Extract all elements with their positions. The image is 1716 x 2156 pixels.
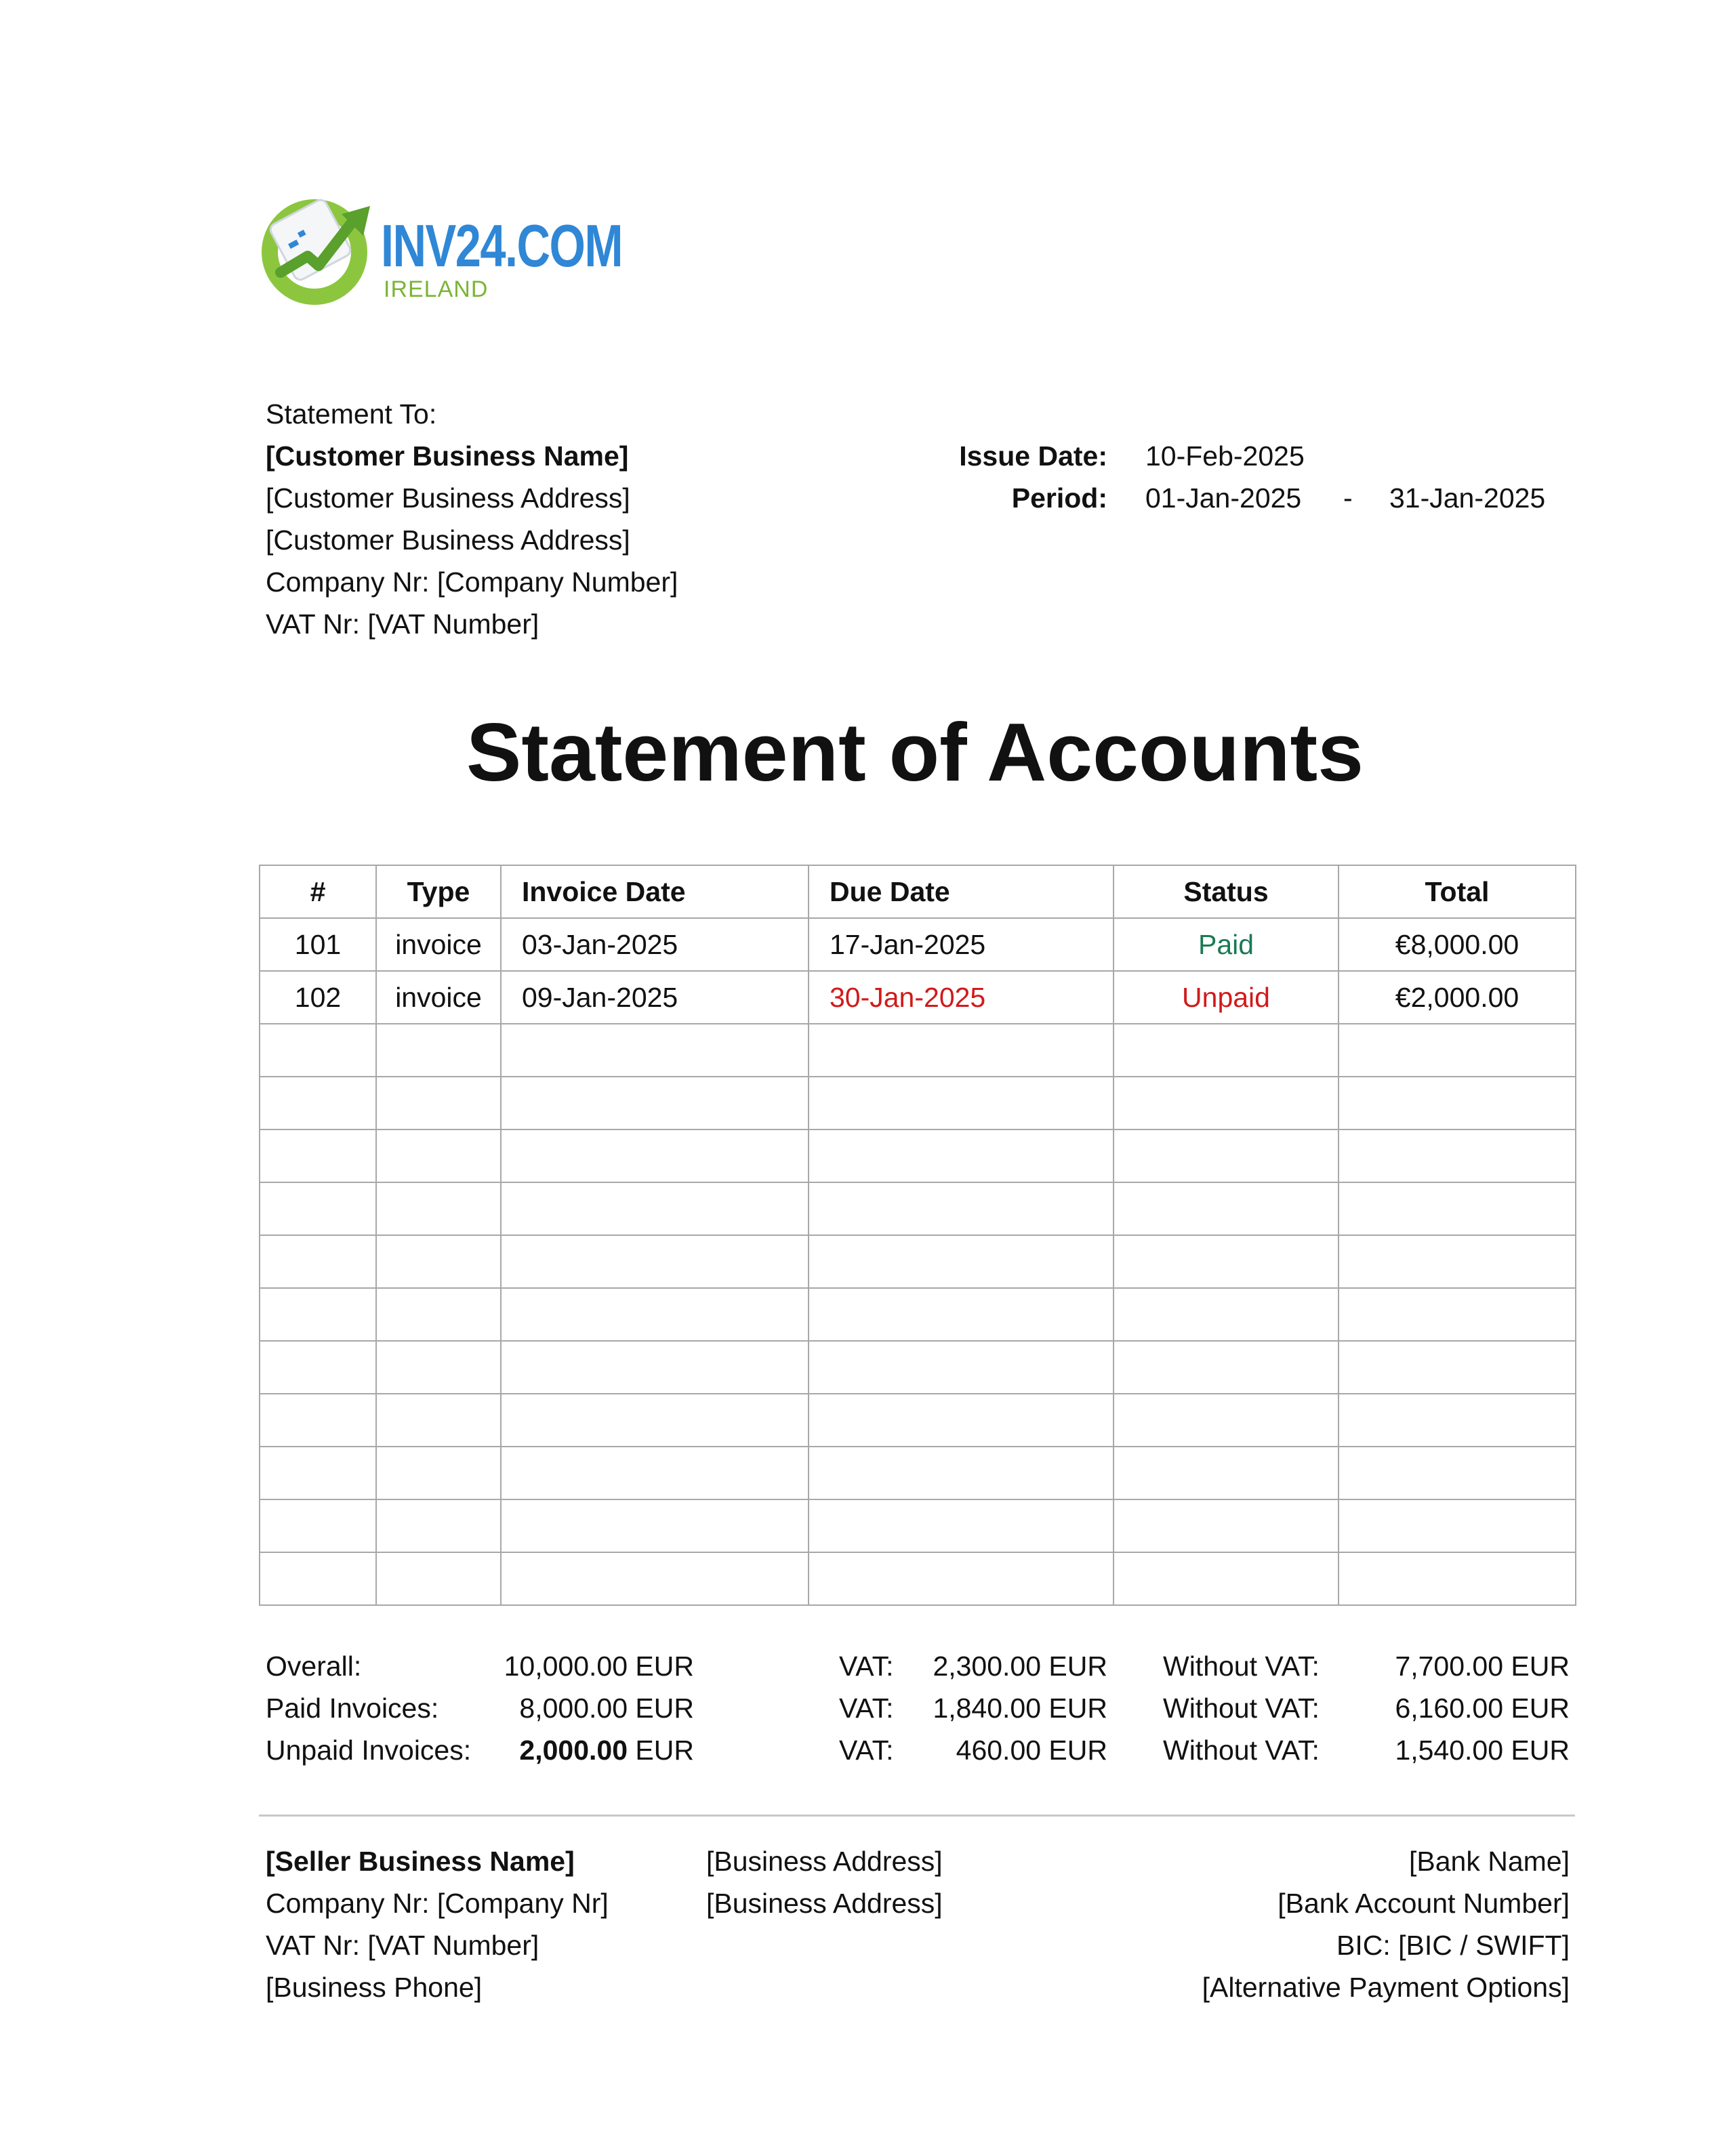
empty-cell (1114, 1288, 1339, 1341)
vat-label: VAT: (839, 1735, 894, 1766)
seller-name: [Seller Business Name] (266, 1846, 575, 1877)
empty-cell (1114, 1235, 1339, 1288)
summary-vat-labels (839, 1645, 894, 1771)
cell-invoice-date: 03-Jan-2025 (501, 918, 809, 971)
empty-table-row (260, 1288, 1576, 1341)
empty-cell (809, 1182, 1114, 1235)
statement-to-heading: Statement To: (266, 398, 437, 430)
empty-cell (1339, 1129, 1576, 1182)
empty-table-row (260, 1447, 1576, 1499)
empty-cell (1339, 1024, 1576, 1077)
cell-status-paid: Paid (1114, 918, 1339, 971)
empty-cell (376, 1288, 501, 1341)
bank-account: [Bank Account Number] (1278, 1888, 1570, 1919)
without-vat-label: Without VAT: (1163, 1735, 1320, 1766)
empty-cell (501, 1341, 809, 1394)
seller-phone: [Business Phone] (266, 1972, 483, 2003)
vat-unpaid: 460.00 EUR (956, 1735, 1107, 1766)
empty-cell (1114, 1394, 1339, 1447)
cell-invoice-date: 09-Jan-2025 (501, 971, 809, 1024)
summary-novat-labels (1163, 1645, 1320, 1771)
empty-cell (260, 1341, 376, 1394)
empty-cell (501, 1447, 809, 1499)
empty-cell (1339, 1341, 1576, 1394)
page-title: Statement of Accounts (466, 706, 1364, 798)
empty-cell (501, 1024, 809, 1077)
empty-cell (1339, 1552, 1576, 1605)
empty-cell (501, 1288, 809, 1341)
empty-cell (1339, 1182, 1576, 1235)
empty-cell (809, 1447, 1114, 1499)
logo-subtitle: IRELAND (384, 276, 489, 302)
vat-label: VAT: (839, 1693, 894, 1724)
vat-label: VAT: (839, 1651, 894, 1682)
summary-novat-values (1349, 1645, 1570, 1771)
seller-address-1: [Business Address] (706, 1846, 943, 1877)
summary-unpaid-label: Unpaid Invoices: (266, 1735, 472, 1766)
customer-name: [Customer Business Name] (266, 440, 629, 472)
empty-cell (809, 1235, 1114, 1288)
empty-cell (1114, 1182, 1339, 1235)
empty-cell (1114, 1447, 1339, 1499)
alternative-payment: [Alternative Payment Options] (1202, 1972, 1570, 2003)
issue-date-label: Issue Date: (959, 440, 1107, 472)
empty-cell (809, 1288, 1114, 1341)
company-logo (260, 191, 622, 310)
seller-company-nr: Company Nr: [Company Nr] (266, 1888, 609, 1919)
customer-block (266, 393, 678, 645)
cell-due-date-overdue: 30-Jan-2025 (809, 971, 1114, 1024)
summary-amounts (474, 1645, 694, 1771)
empty-cell (376, 1394, 501, 1447)
col-header-status: Status (1114, 865, 1339, 918)
summary-labels (266, 1645, 471, 1771)
empty-table-row (260, 1552, 1576, 1605)
cell-status-unpaid: Unpaid (1114, 971, 1339, 1024)
col-header-total: Total (1339, 865, 1576, 918)
empty-cell (809, 1394, 1114, 1447)
empty-cell (1339, 1394, 1576, 1447)
without-vat-label: Without VAT: (1163, 1693, 1320, 1724)
empty-cell (809, 1129, 1114, 1182)
seller-block (266, 1840, 609, 2008)
empty-cell (1114, 1552, 1339, 1605)
amount-currency: EUR (635, 1693, 694, 1724)
empty-cell (376, 1024, 501, 1077)
empty-cell (501, 1235, 809, 1288)
empty-cell (809, 1024, 1114, 1077)
statement-table (259, 865, 1576, 1606)
footer-divider (259, 1815, 1575, 1817)
logo-graph-icon (260, 191, 375, 310)
empty-table-row (260, 1341, 1576, 1394)
logo-name: INV24.COM (381, 212, 622, 279)
amount-value: 2,000.00 (519, 1735, 628, 1766)
empty-cell (376, 1235, 501, 1288)
empty-table-row (260, 1394, 1576, 1447)
empty-cell (1339, 1288, 1576, 1341)
empty-table-row (260, 1235, 1576, 1288)
table-header-row (260, 865, 1576, 918)
without-vat-paid: 6,160.00 EUR (1395, 1693, 1570, 1724)
empty-table-row (260, 1182, 1576, 1235)
empty-table-row (260, 1129, 1576, 1182)
empty-cell (376, 1077, 501, 1129)
cell-due-date: 17-Jan-2025 (809, 918, 1114, 971)
empty-rows (260, 1024, 1576, 1605)
empty-cell (501, 1182, 809, 1235)
empty-cell (260, 1447, 376, 1499)
empty-table-row (260, 1024, 1576, 1077)
col-header-due-date: Due Date (809, 865, 1114, 918)
period-separator: - (1343, 482, 1353, 514)
empty-cell (1339, 1235, 1576, 1288)
table-row (260, 918, 1576, 971)
empty-cell (1339, 1447, 1576, 1499)
summary-overall-label: Overall: (266, 1651, 362, 1682)
cell-total: €2,000.00 (1339, 971, 1576, 1024)
summary-paid-label: Paid Invoices: (266, 1693, 439, 1724)
without-vat-overall: 7,700.00 EUR (1395, 1651, 1570, 1682)
meta-labels (881, 435, 1107, 519)
period-end: 31-Jan-2025 (1389, 482, 1546, 514)
empty-cell (376, 1447, 501, 1499)
period-start: 01-Jan-2025 (1145, 482, 1302, 514)
empty-cell (260, 1394, 376, 1447)
vat-overall: 2,300.00 EUR (933, 1651, 1107, 1682)
customer-company-nr: Company Nr: [Company Number] (266, 566, 678, 598)
seller-address-block (706, 1840, 943, 1924)
empty-cell (260, 1024, 376, 1077)
empty-cell (260, 1077, 376, 1129)
vat-paid: 1,840.00 EUR (933, 1693, 1107, 1724)
customer-address-1: [Customer Business Address] (266, 482, 630, 514)
amount-value: 8,000.00 (519, 1693, 628, 1724)
empty-cell (376, 1341, 501, 1394)
period-label: Period: (1011, 482, 1107, 514)
summary-vat-values (908, 1645, 1107, 1771)
seller-vat-nr: VAT Nr: [VAT Number] (266, 1930, 539, 1961)
empty-cell (1114, 1129, 1339, 1182)
empty-cell (1339, 1499, 1576, 1552)
bank-bic: BIC: [BIC / SWIFT] (1336, 1930, 1570, 1961)
empty-cell (260, 1129, 376, 1182)
empty-cell (501, 1077, 809, 1129)
issue-date-value: 10-Feb-2025 (1145, 440, 1305, 472)
empty-cell (1114, 1341, 1339, 1394)
summary-unpaid-amount (474, 1729, 694, 1771)
col-header-type: Type (376, 865, 501, 918)
empty-cell (809, 1499, 1114, 1552)
empty-cell (501, 1129, 809, 1182)
empty-cell (809, 1077, 1114, 1129)
empty-cell (260, 1235, 376, 1288)
empty-cell (501, 1499, 809, 1552)
bank-block (1095, 1840, 1570, 2008)
empty-cell (501, 1394, 809, 1447)
amount-currency: EUR (635, 1651, 694, 1682)
empty-cell (376, 1552, 501, 1605)
empty-cell (260, 1182, 376, 1235)
empty-cell (1114, 1024, 1339, 1077)
bank-name: [Bank Name] (1409, 1846, 1570, 1877)
summary-paid-amount (474, 1687, 694, 1729)
cell-type: invoice (376, 918, 501, 971)
empty-cell (376, 1182, 501, 1235)
empty-cell (260, 1499, 376, 1552)
empty-cell (1114, 1077, 1339, 1129)
empty-table-row (260, 1499, 1576, 1552)
summary-overall-amount (474, 1645, 694, 1687)
empty-cell (260, 1288, 376, 1341)
empty-cell (809, 1552, 1114, 1605)
empty-cell (1339, 1077, 1576, 1129)
empty-table-row (260, 1077, 1576, 1129)
empty-cell (376, 1129, 501, 1182)
seller-address-2: [Business Address] (706, 1888, 943, 1919)
empty-cell (501, 1552, 809, 1605)
amount-currency: EUR (635, 1735, 694, 1766)
amount-value: 10,000.00 (504, 1651, 628, 1682)
table-row (260, 971, 1576, 1024)
cell-number: 102 (260, 971, 376, 1024)
cell-number: 101 (260, 918, 376, 971)
cell-total: €8,000.00 (1339, 918, 1576, 971)
without-vat-unpaid: 1,540.00 EUR (1395, 1735, 1570, 1766)
cell-type: invoice (376, 971, 501, 1024)
without-vat-label: Without VAT: (1163, 1651, 1320, 1682)
col-header-number: # (260, 865, 376, 918)
empty-cell (376, 1499, 501, 1552)
empty-cell (809, 1341, 1114, 1394)
empty-cell (260, 1552, 376, 1605)
customer-vat-nr: VAT Nr: [VAT Number] (266, 608, 539, 640)
customer-address-2: [Customer Business Address] (266, 524, 630, 556)
col-header-invoice-date: Invoice Date (501, 865, 809, 918)
empty-cell (1114, 1499, 1339, 1552)
